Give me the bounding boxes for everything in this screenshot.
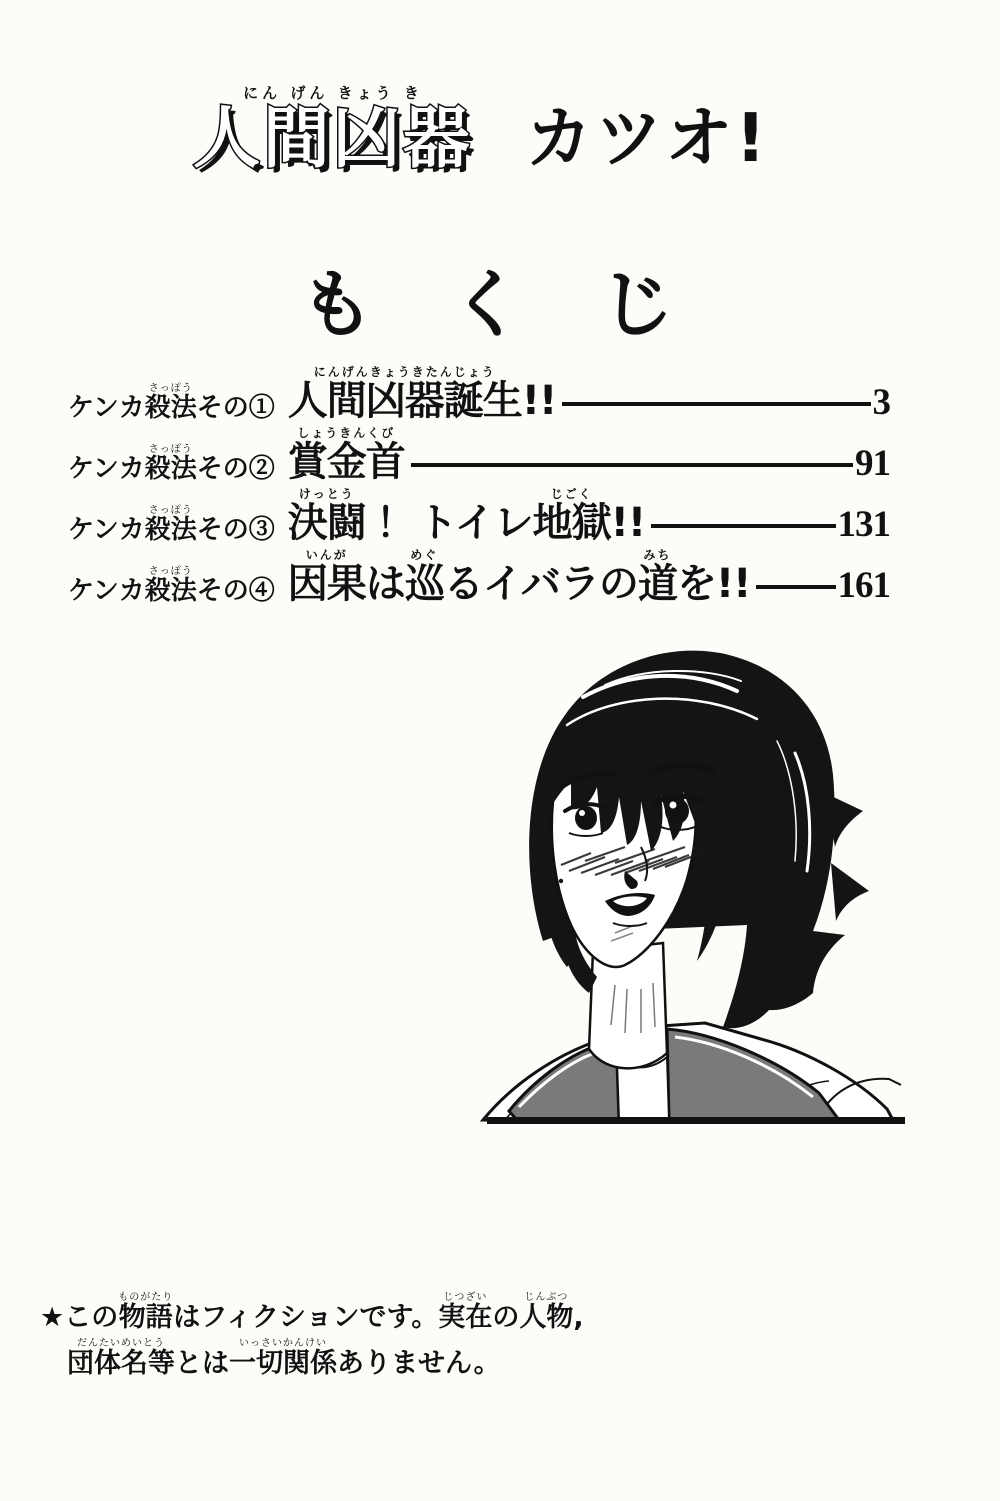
toc-row-1-label: ケンカ殺法さっぽうその① bbox=[68, 383, 275, 423]
toc-row-1 bbox=[68, 360, 890, 424]
toc-row-1-leader-line bbox=[562, 402, 870, 406]
disclaimer-line-2: 団体名等だんたいめいとうとは一切関係いっさいかんけいありません。 bbox=[67, 1338, 501, 1379]
book-title-outlined bbox=[193, 84, 499, 177]
disclaimer bbox=[40, 1292, 584, 1377]
toc-row-3-title: 決闘けっとう！ トイレ地獄じごく!! bbox=[287, 487, 646, 546]
book-title-katakana: カツオ! bbox=[525, 99, 769, 177]
toc-row-1-page-number: 3 bbox=[872, 382, 890, 423]
toc-row-3-page-number: 131 bbox=[837, 504, 890, 545]
toc-row-4-page-number: 161 bbox=[837, 565, 890, 606]
disclaimer-line-1: ★この物語ものがたりはフィクションです。実在じつざいの人物じんぶつ, bbox=[40, 1292, 584, 1333]
toc-row-2-leader-line bbox=[411, 463, 853, 467]
toc-row-2 bbox=[68, 421, 890, 485]
toc-row-3-leader-line bbox=[651, 524, 835, 528]
toc-heading: もくじ bbox=[300, 262, 750, 348]
toc-row-1-title: 人間凶器誕生にんげんきょうきたんじょう!! bbox=[287, 365, 557, 424]
toc-list bbox=[68, 360, 890, 607]
girl-portrait-svg bbox=[465, 633, 905, 1127]
book-title bbox=[193, 84, 769, 177]
toc-row-4-label: ケンカ殺法さっぽうその④ bbox=[68, 566, 275, 606]
book-title-main-text: 人間凶器 bbox=[193, 99, 473, 177]
toc-row-4-title: 因果いんがは巡めぐるイバラの道みちを!! bbox=[287, 548, 751, 607]
toc-row-3-label: ケンカ殺法さっぽうその③ bbox=[68, 505, 275, 545]
toc-row-2-page-number: 91 bbox=[855, 443, 890, 484]
toc-row-2-label: ケンカ殺法さっぽうその② bbox=[68, 444, 275, 484]
toc-row-4-leader-line bbox=[756, 585, 835, 589]
toc-row-3 bbox=[68, 482, 890, 546]
girl-portrait-illustration bbox=[465, 633, 905, 1127]
book-title-furigana: にん げん きょう き bbox=[193, 84, 473, 102]
toc-row-2-title: 賞金首しょうきんくび bbox=[287, 426, 405, 485]
toc-row-4 bbox=[68, 543, 890, 607]
